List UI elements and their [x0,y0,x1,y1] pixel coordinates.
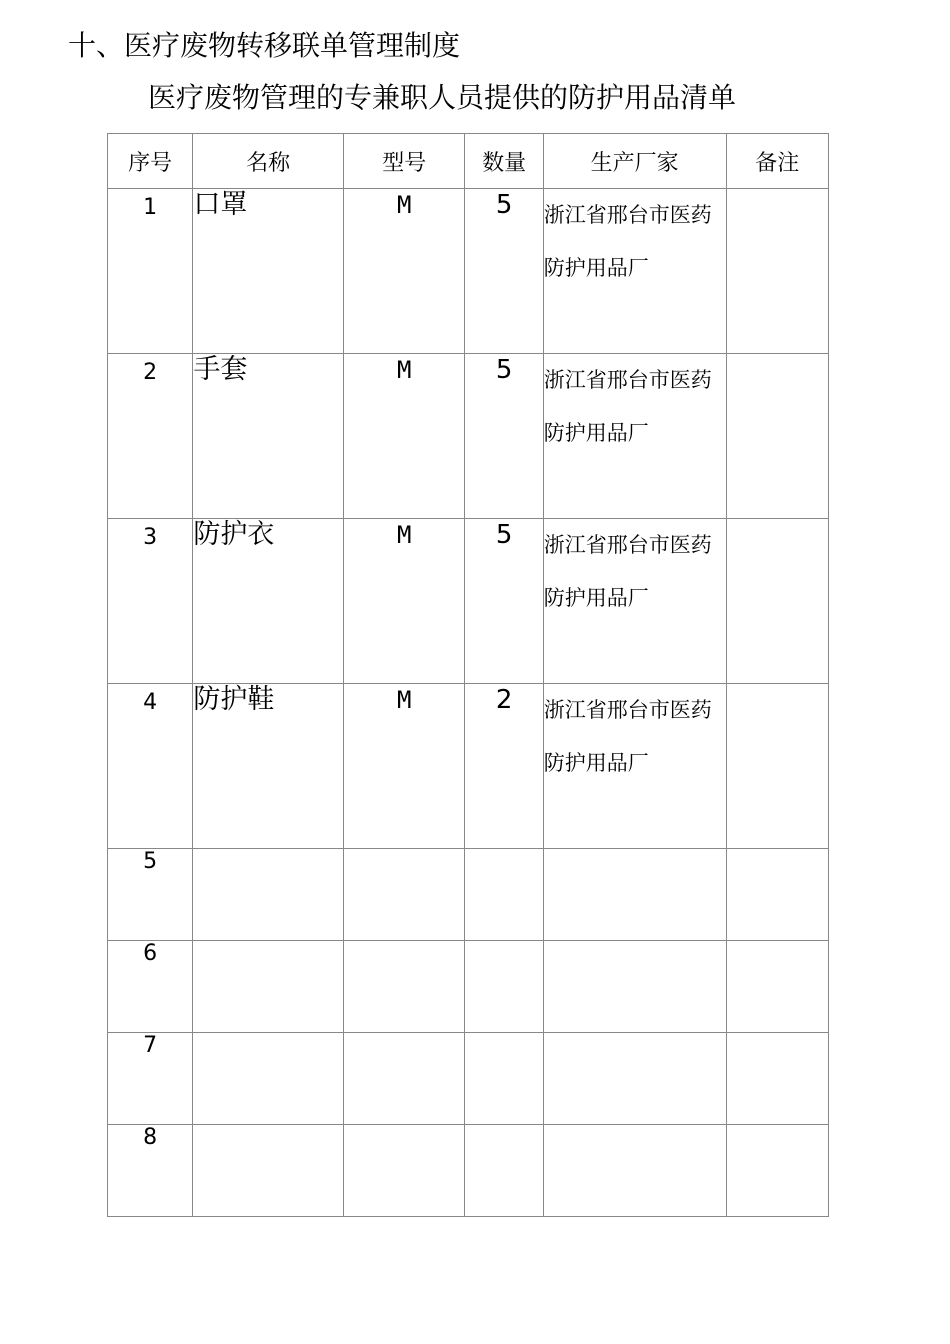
cell-model [343,1033,465,1125]
table-row [108,849,829,941]
cell-model: M [343,189,465,354]
cell-quantity: 5 [465,519,543,684]
cell-name [193,941,344,1033]
cell-manufacturer: 浙江省邢台市医药防护用品厂 [543,189,726,354]
table-row [108,1125,829,1217]
cell-no: 8 [108,1125,193,1217]
cell-model [343,1125,465,1217]
cell-model [343,941,465,1033]
table-header-row [108,134,829,189]
cell-name: 防护鞋 [193,684,344,849]
cell-no: 2 [108,354,193,519]
table-row [108,1033,829,1125]
cell-remarks [726,684,828,849]
table-row [108,684,829,849]
cell-model [343,849,465,941]
cell-quantity: 5 [465,354,543,519]
cell-manufacturer [543,1033,726,1125]
cell-remarks [726,519,828,684]
cell-quantity: 2 [465,684,543,849]
table-row [108,354,829,519]
cell-remarks [726,189,828,354]
cell-model: M [343,684,465,849]
cell-manufacturer: 浙江省邢台市医药防护用品厂 [543,519,726,684]
header-remarks: 备注 [726,134,828,189]
header-no: 序号 [108,134,193,189]
cell-no: 6 [108,941,193,1033]
cell-manufacturer [543,849,726,941]
cell-name [193,1033,344,1125]
cell-name [193,849,344,941]
cell-quantity [465,1125,543,1217]
cell-no: 3 [108,519,193,684]
cell-remarks [726,1033,828,1125]
section-heading: 十、医疗废物转移联单管理制度 [68,29,461,62]
cell-name [193,1125,344,1217]
cell-manufacturer: 浙江省邢台市医药防护用品厂 [543,354,726,519]
cell-quantity [465,941,543,1033]
header-name: 名称 [193,134,344,189]
cell-manufacturer [543,941,726,1033]
header-manufacturer: 生产厂家 [543,134,726,189]
protective-equipment-table [107,133,829,1217]
cell-model: M [343,354,465,519]
cell-quantity [465,849,543,941]
table-row [108,941,829,1033]
cell-no: 1 [108,189,193,354]
cell-manufacturer [543,1125,726,1217]
cell-remarks [726,849,828,941]
cell-remarks [726,354,828,519]
header-quantity: 数量 [465,134,543,189]
cell-no: 5 [108,849,193,941]
cell-remarks [726,1125,828,1217]
table-row [108,189,829,354]
cell-manufacturer: 浙江省邢台市医药防护用品厂 [543,684,726,849]
cell-model: M [343,519,465,684]
header-model: 型号 [343,134,465,189]
cell-name: 手套 [193,354,344,519]
table-title: 医疗废物管理的专兼职人员提供的防护用品清单 [148,81,737,114]
cell-name: 防护衣 [193,519,344,684]
cell-quantity [465,1033,543,1125]
cell-quantity: 5 [465,189,543,354]
cell-no: 7 [108,1033,193,1125]
cell-name: 口罩 [193,189,344,354]
cell-no: 4 [108,684,193,849]
table-row [108,519,829,684]
cell-remarks [726,941,828,1033]
